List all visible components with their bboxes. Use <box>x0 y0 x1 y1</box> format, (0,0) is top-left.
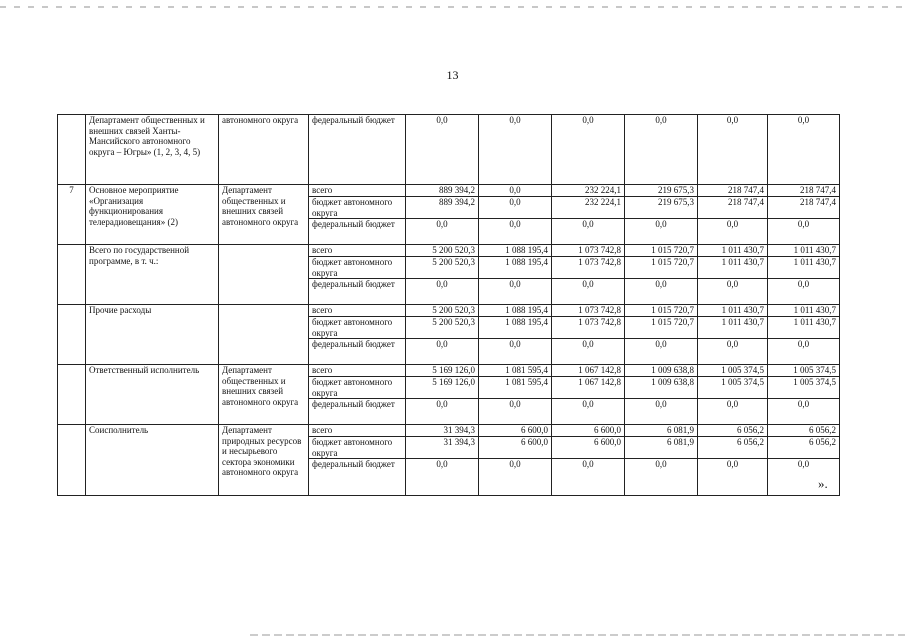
amount-cell: 1 011 430,7 <box>768 317 840 339</box>
amount-cell: 0,0 <box>406 279 479 305</box>
table-row <box>58 365 840 377</box>
amount-cell: 6 081,9 <box>625 437 698 459</box>
activity-name-cell: Основное мероприятие «Организация функционирования телерадиовещания» (2) <box>86 185 219 245</box>
row-number-cell <box>58 425 86 496</box>
amount-cell: 0,0 <box>698 279 768 305</box>
page-number: 13 <box>446 68 459 82</box>
amount-cell: 1 088 195,4 <box>479 257 552 279</box>
activity-name-cell: Соисполнитель <box>86 425 219 496</box>
table-row <box>58 245 840 257</box>
amount-cell: 1 088 195,4 <box>479 317 552 339</box>
amount-cell: 0,0 <box>406 459 479 496</box>
funding-source-cell: всего <box>309 305 406 317</box>
table-row <box>58 425 840 437</box>
amount-cell: 6 081,9 <box>625 425 698 437</box>
activity-name-cell: Всего по государственной программе, в т. ч.: <box>86 245 219 305</box>
amount-cell: 0,0 <box>479 459 552 496</box>
amount-cell: 1 073 742,8 <box>552 257 625 279</box>
funding-source-cell: федеральный бюджет <box>309 279 406 305</box>
amount-cell: 6 600,0 <box>552 437 625 459</box>
amount-cell: 1 005 374,5 <box>698 377 768 399</box>
table-row <box>58 305 840 317</box>
row-number-cell <box>58 365 86 425</box>
amount-cell: 0,0 <box>552 219 625 245</box>
amount-cell: 0,0 <box>552 339 625 365</box>
amount-cell: 1 011 430,7 <box>698 317 768 339</box>
row-number-cell: 7 <box>58 185 86 245</box>
amount-cell: 1 081 595,4 <box>479 365 552 377</box>
amount-cell: 1 011 430,7 <box>768 245 840 257</box>
amount-cell: 0,0 <box>768 279 840 305</box>
amount-cell: 5 200 520,3 <box>406 245 479 257</box>
scan-artifact-top <box>0 6 905 8</box>
amount-cell: 5 169 126,0 <box>406 365 479 377</box>
funding-source-cell: бюджет автономного округа <box>309 317 406 339</box>
amount-cell: 1 073 742,8 <box>552 305 625 317</box>
funding-source-cell: бюджет автономного округа <box>309 197 406 219</box>
amount-cell: 0,0 <box>625 115 698 185</box>
amount-cell: 0,0 <box>479 185 552 197</box>
amount-cell: 0,0 <box>479 399 552 425</box>
amount-cell: 0,0 <box>625 279 698 305</box>
row-number-cell <box>58 305 86 365</box>
amount-cell: 5 169 126,0 <box>406 377 479 399</box>
amount-cell: 6 600,0 <box>552 425 625 437</box>
amount-cell: 1 081 595,4 <box>479 377 552 399</box>
amount-cell: 0,0 <box>552 399 625 425</box>
funding-source-cell: всего <box>309 425 406 437</box>
amount-cell: 889 394,2 <box>406 197 479 219</box>
amount-cell: 0,0 <box>406 115 479 185</box>
closing-mark: ». <box>818 476 828 491</box>
amount-cell: 232 224,1 <box>552 185 625 197</box>
funding-source-cell: федеральный бюджет <box>309 115 406 185</box>
amount-cell: 0,0 <box>479 339 552 365</box>
amount-cell: 0,0 <box>768 399 840 425</box>
amount-cell: 1 073 742,8 <box>552 245 625 257</box>
amount-cell: 6 600,0 <box>479 437 552 459</box>
amount-cell: 232 224,1 <box>552 197 625 219</box>
amount-cell: 218 747,4 <box>698 185 768 197</box>
executor-cell <box>219 305 309 365</box>
amount-cell: 1 011 430,7 <box>698 305 768 317</box>
amount-cell: 1 009 638,8 <box>625 377 698 399</box>
executor-cell <box>219 245 309 305</box>
amount-cell: 6 056,2 <box>698 425 768 437</box>
amount-cell: 1 067 142,8 <box>552 365 625 377</box>
amount-cell: 0,0 <box>479 279 552 305</box>
amount-cell: 0,0 <box>406 399 479 425</box>
activity-name-cell: Ответственный исполнитель <box>86 365 219 425</box>
funding-source-cell: всего <box>309 245 406 257</box>
amount-cell: 1 005 374,5 <box>698 365 768 377</box>
amount-cell: 0,0 <box>479 197 552 219</box>
amount-cell: 0,0 <box>625 339 698 365</box>
amount-cell: 219 675,3 <box>625 185 698 197</box>
executor-cell: Департамент природных ресурсов и несырьевого сектора экономики автономного округа <box>219 425 309 496</box>
row-number-cell <box>58 115 86 185</box>
amount-cell: 0,0 <box>625 459 698 496</box>
funding-source-cell: бюджет автономного округа <box>309 377 406 399</box>
amount-cell: 0,0 <box>552 115 625 185</box>
amount-cell: 219 675,3 <box>625 197 698 219</box>
amount-cell: 0,0 <box>552 459 625 496</box>
amount-cell: 31 394,3 <box>406 437 479 459</box>
amount-cell: 1 015 720,7 <box>625 257 698 279</box>
amount-cell: 218 747,4 <box>768 185 840 197</box>
activity-name-cell: Департамент общественных и внешних связей Ханты-Мансийского автономного округа – Югры» (1, 2, 3, 4, 5) <box>86 115 219 185</box>
funding-source-cell: федеральный бюджет <box>309 219 406 245</box>
amount-cell: 1 015 720,7 <box>625 317 698 339</box>
amount-cell: 1 088 195,4 <box>479 305 552 317</box>
amount-cell: 6 056,2 <box>768 425 840 437</box>
amount-cell: 0,0 <box>698 219 768 245</box>
amount-cell: 218 747,4 <box>698 197 768 219</box>
amount-cell: 0,0 <box>698 399 768 425</box>
amount-cell: 1 011 430,7 <box>698 245 768 257</box>
funding-source-cell: федеральный бюджет <box>309 459 406 496</box>
funding-source-cell: бюджет автономного округа <box>309 437 406 459</box>
amount-cell: 1 088 195,4 <box>479 245 552 257</box>
row-number-cell <box>58 245 86 305</box>
scan-artifact-bottom <box>250 634 905 636</box>
executor-cell: Департамент общественных и внешних связей автономного округа <box>219 365 309 425</box>
amount-cell: 0,0 <box>625 399 698 425</box>
amount-cell: 0,0 <box>552 279 625 305</box>
table-body <box>58 115 840 496</box>
amount-cell: 5 200 520,3 <box>406 257 479 279</box>
executor-cell: Департамент общественных и внешних связей автономного округа <box>219 185 309 245</box>
amount-cell: 0,0 <box>625 219 698 245</box>
amount-cell: 889 394,2 <box>406 185 479 197</box>
amount-cell: 0,0 <box>698 459 768 496</box>
amount-cell: 6 600,0 <box>479 425 552 437</box>
amount-cell: 5 200 520,3 <box>406 317 479 339</box>
table-row <box>58 115 840 185</box>
activity-name-cell: Прочие расходы <box>86 305 219 365</box>
amount-cell: 1 067 142,8 <box>552 377 625 399</box>
amount-cell: 0,0 <box>768 339 840 365</box>
executor-cell: автономного округа <box>219 115 309 185</box>
amount-cell: 1 011 430,7 <box>768 257 840 279</box>
amount-cell: 31 394,3 <box>406 425 479 437</box>
amount-cell: 6 056,2 <box>768 437 840 459</box>
amount-cell: 0,0 <box>406 219 479 245</box>
amount-cell: 5 200 520,3 <box>406 305 479 317</box>
amount-cell: 1 005 374,5 <box>768 365 840 377</box>
amount-cell: 0,0 <box>698 339 768 365</box>
table-row <box>58 185 840 197</box>
amount-cell: 218 747,4 <box>768 197 840 219</box>
funding-source-cell: федеральный бюджет <box>309 339 406 365</box>
funding-source-cell: всего <box>309 185 406 197</box>
amount-cell: 6 056,2 <box>698 437 768 459</box>
amount-cell: 1 009 638,8 <box>625 365 698 377</box>
amount-cell: 1 015 720,7 <box>625 305 698 317</box>
amount-cell: 1 015 720,7 <box>625 245 698 257</box>
amount-cell: 0,0 <box>406 339 479 365</box>
amount-cell: 0,0 <box>698 115 768 185</box>
amount-cell: 1 011 430,7 <box>698 257 768 279</box>
funding-source-cell: бюджет автономного округа <box>309 257 406 279</box>
funding-source-cell: всего <box>309 365 406 377</box>
amount-cell: 0,0 <box>768 219 840 245</box>
amount-cell: 1 073 742,8 <box>552 317 625 339</box>
amount-cell: 1 005 374,5 <box>768 377 840 399</box>
amount-cell: 0,0 <box>768 115 840 185</box>
budget-table <box>57 114 840 496</box>
amount-cell: 0,0 <box>479 115 552 185</box>
amount-cell: 0,0 <box>479 219 552 245</box>
amount-cell: 0,0 <box>768 459 840 496</box>
amount-cell: 1 011 430,7 <box>768 305 840 317</box>
funding-source-cell: федеральный бюджет <box>309 399 406 425</box>
